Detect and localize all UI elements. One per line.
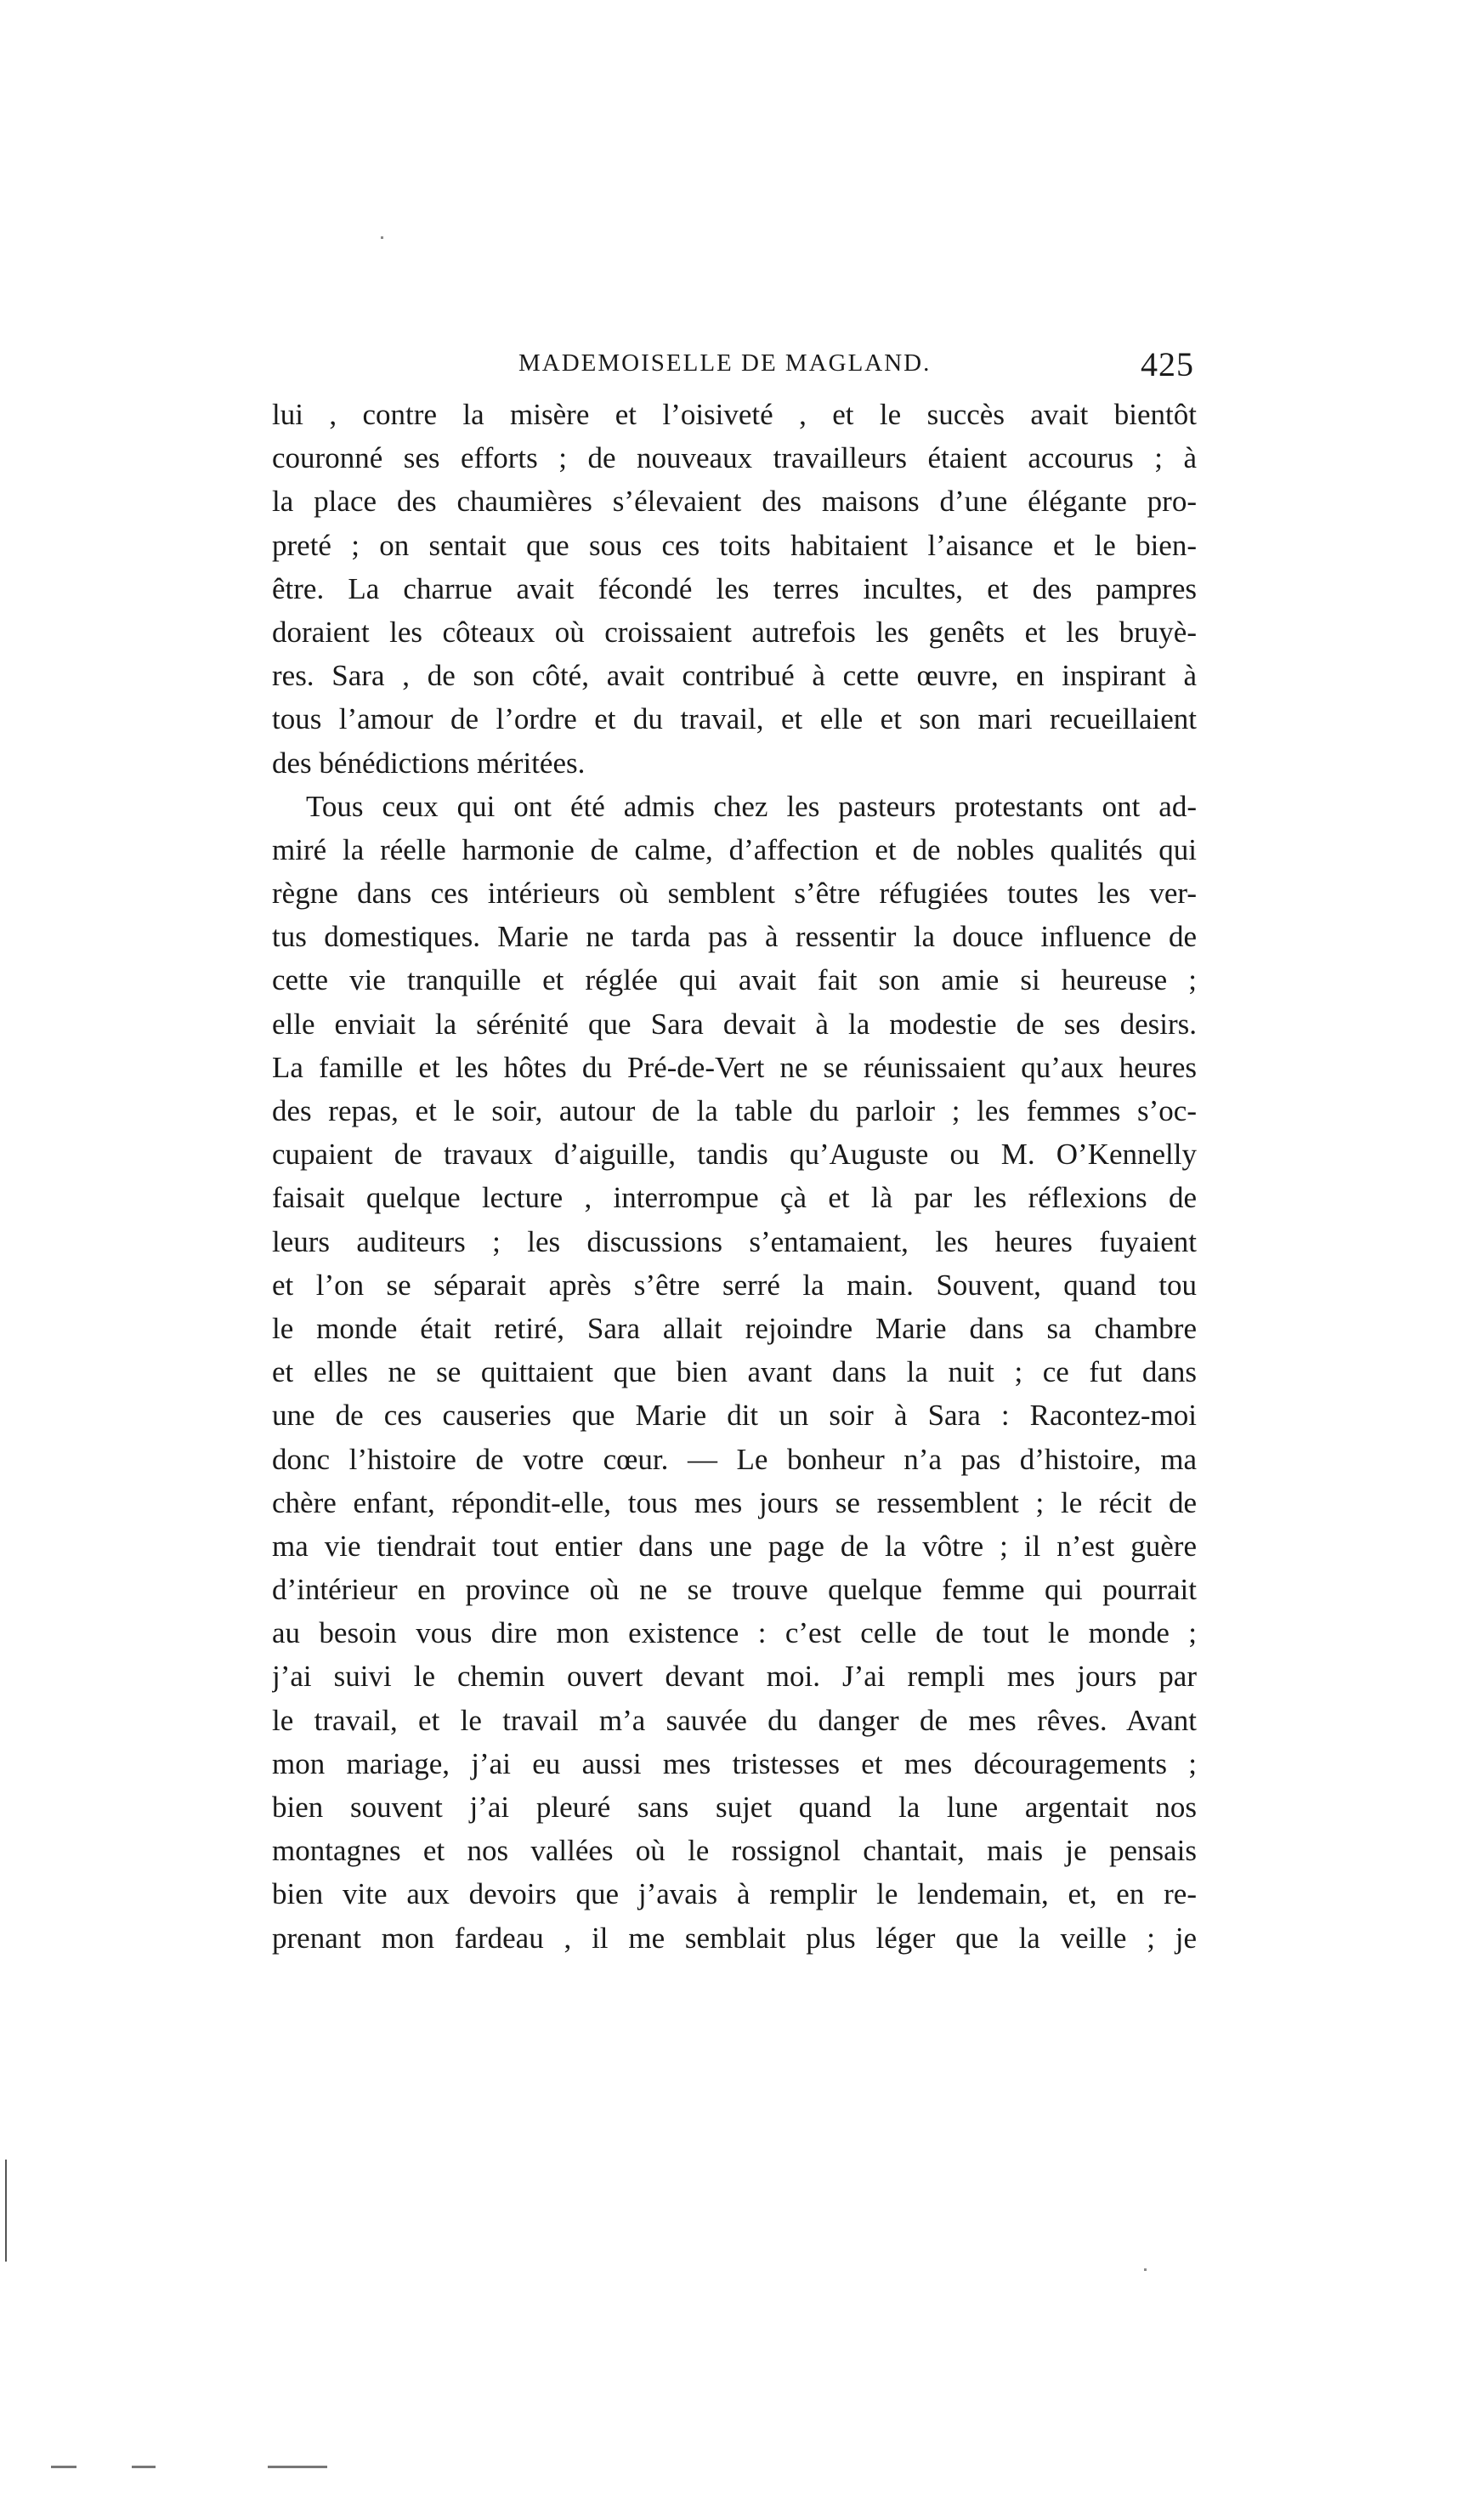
text-line: et l’on se séparait après s’être serré la main. Souvent, quand tou [272,1268,1197,1302]
scan-footer-marks [51,2466,357,2469]
text-line: tus domestiques. Marie ne tarda pas à ressentir la douce influence de [272,920,1197,954]
page-header [272,344,1194,387]
text-line: être. La charrue avait fécondé les terres incultes, et des pampres [272,571,1197,605]
text-line: couronné ses efforts ; de nouveaux travailleurs étaient accourus ; à [272,441,1197,475]
text-line: le monde était retiré, Sara allait rejoindre Marie dans sa chambre [272,1311,1197,1345]
text-line: bien souvent j’ai pleuré sans sujet quand la lune argentait nos [272,1791,1197,1824]
page-number: 425 [1141,345,1194,383]
running-title: MADEMOISELLE DE MAGLAND. [518,349,932,377]
text-line: prenant mon fardeau , il me semblait plus léger que la veille ; je [272,1921,1197,1955]
text-line: le travail, et le travail m’a sauvée du danger de mes rêves. Avant [272,1703,1197,1737]
text-line: et elles ne se quittaient que bien avant dans la nuit ; ce fut dans [272,1355,1197,1389]
text-line: d’intérieur en province où ne se trouve quelque femme qui pourrait [272,1573,1197,1607]
text-line: bien vite aux devoirs que j’avais à remplir le lendemain, et, en re- [272,1877,1197,1911]
scan-margin-line [5,2160,7,2262]
paragraph-start-line: Tous ceux qui ont été admis chez les pasteurs protestants ont ad- [306,789,1197,823]
text-line: res. Sara , de son côté, avait contribué à cette œuvre, en inspirant à [272,659,1197,693]
text-line: preté ; on sentait que sous ces toits habitaient l’aisance et le bien- [272,528,1197,562]
text-line: mon mariage, j’ai eu aussi mes tristesses et mes découragements ; [272,1746,1197,1780]
text-line: une de ces causeries que Marie dit un soir à Sara : Racontez-moi [272,1399,1197,1433]
text-line: leurs auditeurs ; les discussions s’entamaient, les heures fuyaient [272,1224,1197,1258]
text-line: doraient les côteaux où croissaient autrefois les genêts et les bruyè- [272,615,1197,649]
scan-speck [1144,2268,1147,2271]
text-line: la place des chaumières s’élevaient des maisons d’une élégante pro- [272,485,1197,519]
body-text [272,393,1197,1960]
text-line: règne dans ces intérieurs où semblent s’être réfugiées toutes les ver- [272,877,1197,911]
text-line: chère enfant, répondit-elle, tous mes jours se ressemblent ; le récit de [272,1485,1197,1519]
text-line: des bénédictions méritées. [272,746,586,780]
text-line: elle enviait la sérénité que Sara devait à la modestie de ses desirs. [272,1007,1197,1041]
text-line: La famille et les hôtes du Pré-de-Vert ne se réunissaient qu’aux heures [272,1050,1197,1084]
text-line: lui , contre la misère et l’oisiveté , et le succès avait bientôt [272,398,1197,431]
text-line: cette vie tranquille et réglée qui avait fait son amie si heureuse ; [272,963,1197,997]
text-line: au besoin vous dire mon existence : c’est celle de tout le monde ; [272,1616,1197,1650]
text-line: ma vie tiendrait tout entier dans une page de la vôtre ; il n’est guère [272,1529,1197,1563]
text-line: des repas, et le soir, autour de la table du parloir ; les femmes s’oc- [272,1094,1197,1127]
text-line: j’ai suivi le chemin ouvert devant moi. J’ai rempli mes jours par [272,1660,1197,1694]
text-line: miré la réelle harmonie de calme, d’affection et de nobles qualités qui [272,832,1197,866]
scan-speck [381,236,383,239]
text-line: faisait quelque lecture , interrompue çà et là par les réflexions de [272,1181,1197,1215]
text-line: montagnes et nos vallées où le rossignol chantait, mais je pensais [272,1834,1197,1868]
text-line: cupaient de travaux d’aiguille, tandis qu’Auguste ou M. O’Kennelly [272,1138,1197,1172]
text-line: tous l’amour de l’ordre et du travail, et elle et son mari recueillaient [272,702,1197,736]
text-line: donc l’histoire de votre cœur. — Le bonheur n’a pas d’histoire, ma [272,1442,1197,1476]
